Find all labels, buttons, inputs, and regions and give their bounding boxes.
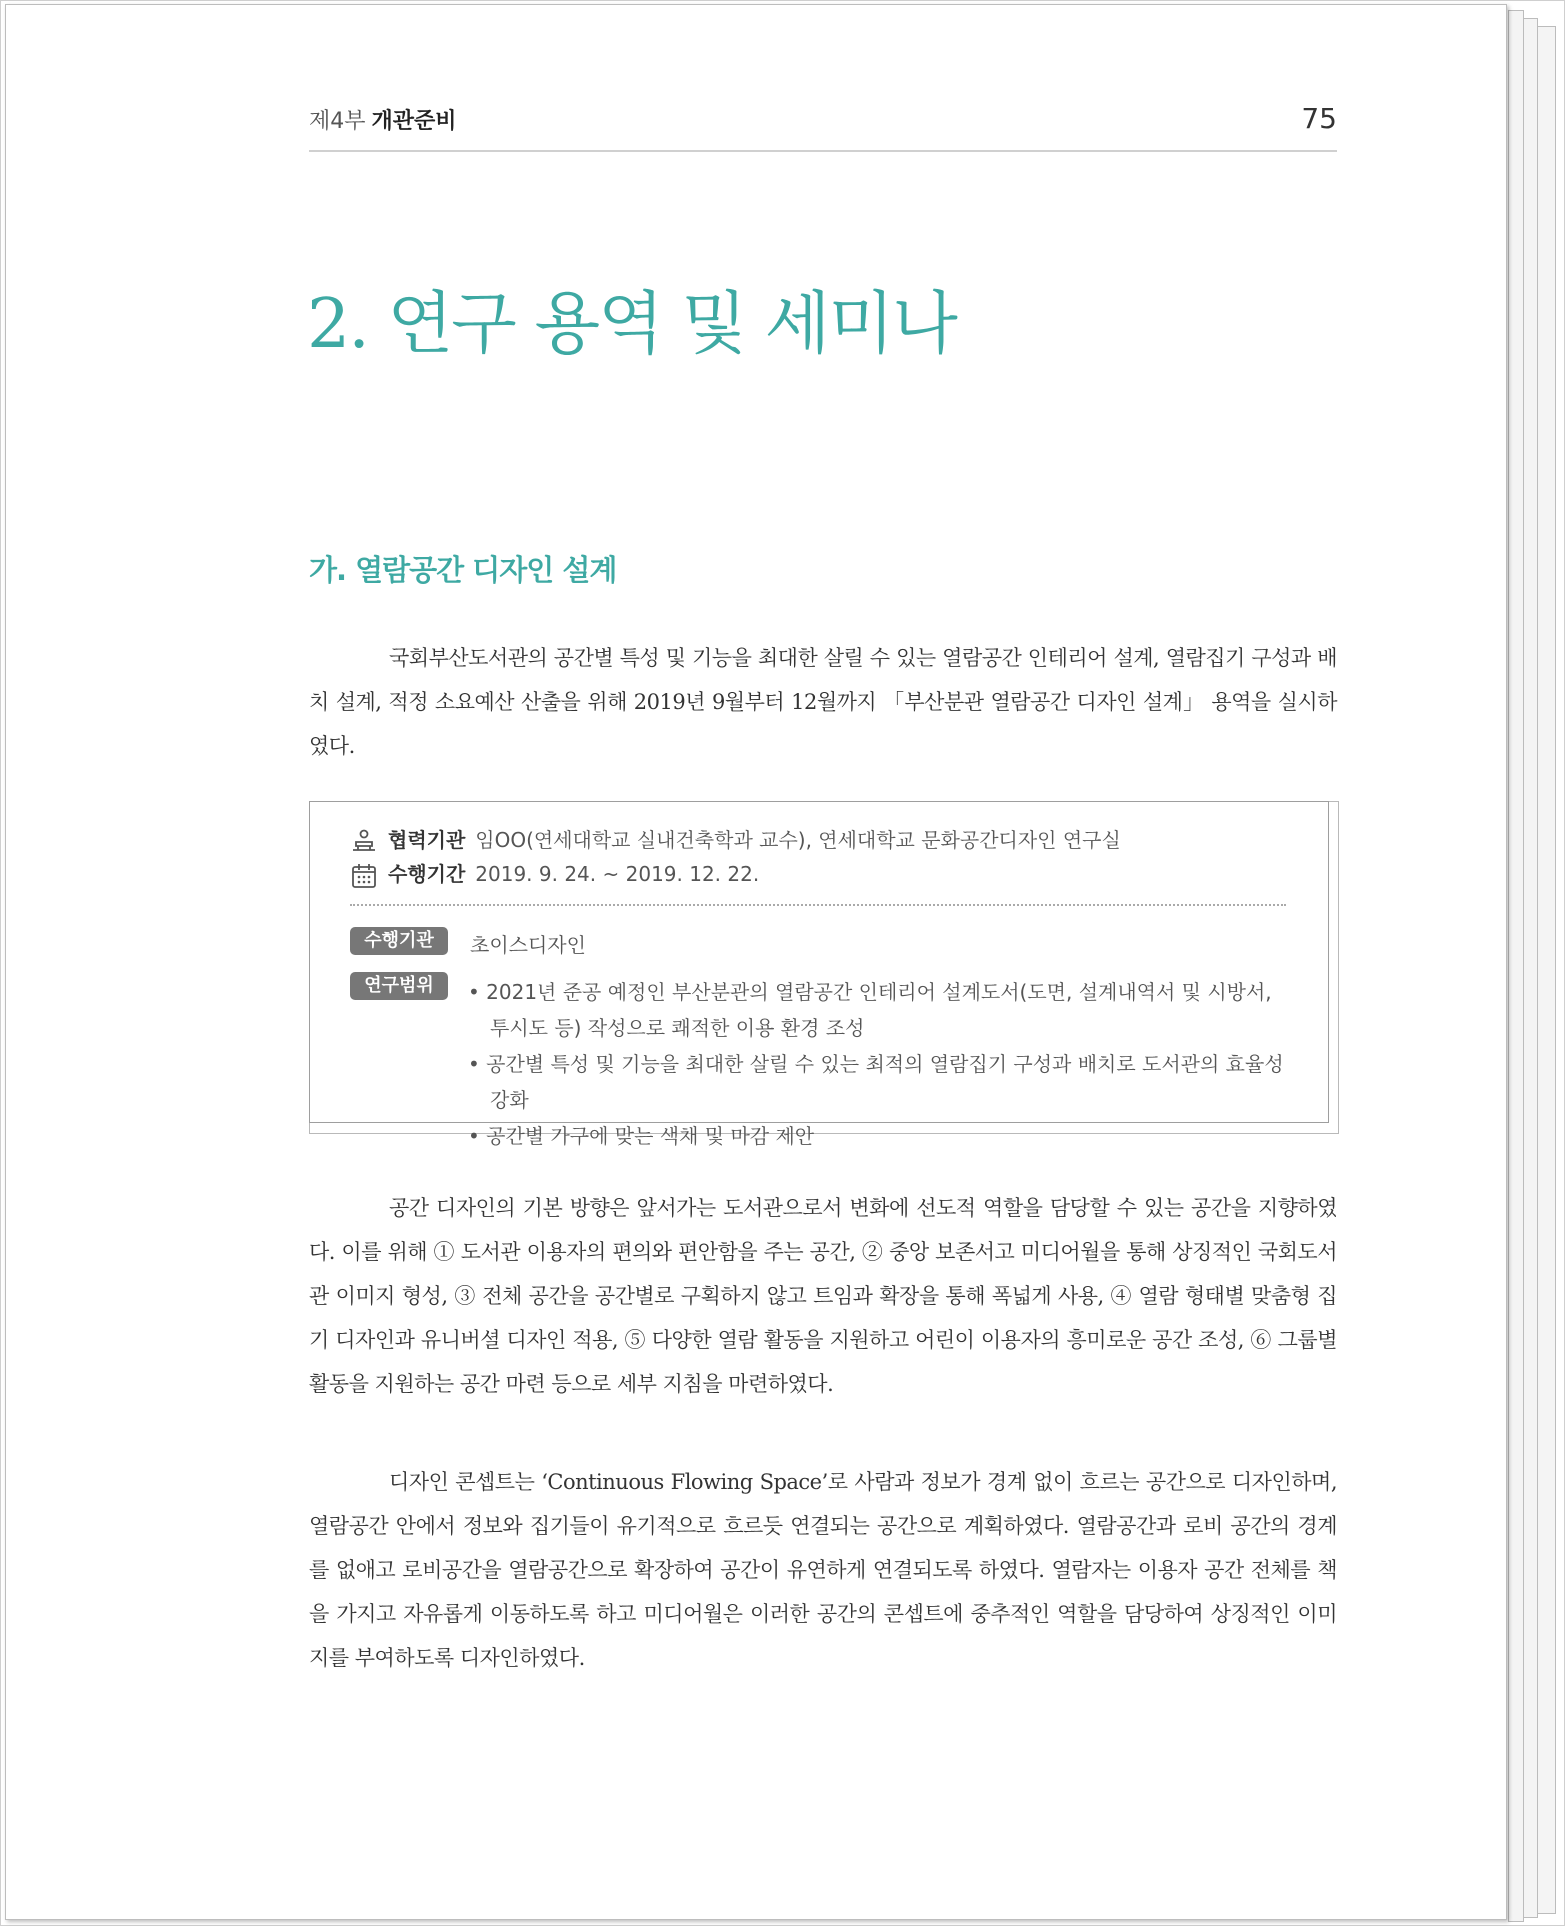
- scope-item: • 공간별 가구에 맞는 색채 및 마감 제안: [468, 1124, 815, 1148]
- agency-tag: 수행기관: [350, 927, 448, 955]
- partner-value: 임OO(연세대학교 실내건축학과 교수), 연세대학교 문화공간디자인 연구실: [475, 828, 1121, 852]
- paragraph-text: 디자인 콘셉트는 ‘Continuous Flowing Space’로 사람과 정보가 경계 없이 흐르는 공간으로 디자인하며, 열람공간 안에서 정보와 집기들이 유기적으로 흐르듯 연결되는 공간으로 계획하였다. 열람공간과 로비 공간의 경계를 없애고 로비공간을 열람공간으로 확장하여 공간이 유연하게 연결되도록 하였다. 열람자는 이용자 공간 전체를 책을 가지고 자유롭게 이동하도록 하고 미디어월은 이러한 공간의 콘셉트에 중추적인 역할을 담당하여 상징적인 이미지를 부여하도록 디자인하였다.: [309, 1470, 1337, 1670]
- part-label: [309, 104, 457, 135]
- page-edge: [1508, 10, 1524, 1922]
- running-header: [309, 100, 1337, 152]
- scope-item: • 공간별 특성 및 기능을 최대한 살릴 수 있는 최적의 열람집기 구성과 배치로 도서관의 효율성 강화: [468, 1052, 1284, 1112]
- partner-label: 협력기관: [388, 828, 466, 852]
- period-row: [350, 858, 759, 889]
- section-title: 가. 열람공간 디자인 설계: [309, 553, 617, 587]
- paragraph-intro: [309, 636, 1337, 768]
- period-label: 수행기간: [388, 862, 466, 886]
- scope-tag: 연구범위: [350, 972, 448, 1000]
- dotted-divider: [350, 904, 1286, 906]
- page-edge: [1536, 26, 1556, 1914]
- info-box: [309, 801, 1329, 1148]
- page-edge: [1522, 18, 1538, 1918]
- paragraph-text: 공간 디자인의 기본 방향은 앞서가는 도서관으로서 변화에 선도적 역할을 담당할 수 있는 공간을 지향하였다. 이를 위해 ① 도서관 이용자의 편의와 편안함을 주는 공간, ② 중앙 보존서고 미디어월을 통해 상징적인 국회도서관 이미지 형성, ③ 전체 공간을 공간별로 구획하지 않고 트임과 확장을 통해 폭넓게 사용, ④ 열람 형태별 맞춤형 집기 디자인과 유니버셜 디자인 적용, ⑤ 다양한 열람 활동을 지원하고 어린이 이용자의 흥미로운 공간 조성, ⑥ 그룹별 활동을 지원하는 공간 마련 등으로 세부 지침을 마련하였다.: [309, 1196, 1337, 1396]
- partner-row: [350, 824, 1121, 855]
- paragraph-text: 국회부산도서관의 공간별 특성 및 기능을 최대한 살릴 수 있는 열람공간 인테리어 설계, 열람집기 구성과 배치 설계, 적정 소요예산 산출을 위해 2019년 9월부터 12월까지 「부산분관 열람공간 디자인 설계」 용역을 실시하였다.: [309, 646, 1337, 758]
- calendar-icon: [350, 863, 378, 889]
- paragraph-concept: [309, 1460, 1337, 1680]
- period-value: 2019. 9. 24. ~ 2019. 12. 22.: [475, 862, 760, 886]
- institution-icon: [350, 829, 378, 855]
- chapter-title: 2. 연구 용역 및 세미나: [307, 285, 956, 364]
- scope-item: • 2021년 준공 예정인 부산분관의 열람공간 인테리어 설계도서(도면, 설계내역서 및 시방서, 투시도 등) 작성으로 쾌적한 이용 환경 조성: [468, 980, 1272, 1040]
- page-number: 75: [1301, 102, 1337, 135]
- part-number: 제4부: [309, 109, 366, 134]
- paragraph-direction: [309, 1186, 1337, 1406]
- part-title: 개관준비: [371, 109, 457, 134]
- agency-value: 초이스디자인: [470, 933, 586, 957]
- scope-list: [468, 974, 1288, 1154]
